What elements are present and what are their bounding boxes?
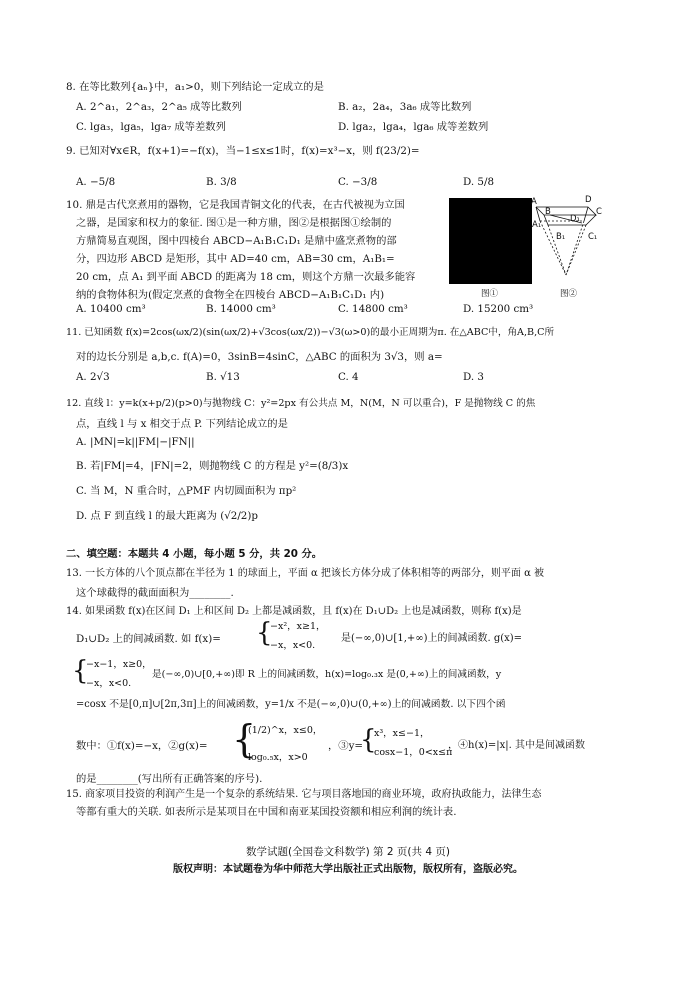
brace-g: { bbox=[72, 656, 89, 686]
q13-line-2: 这个球截得的截面面积为________. bbox=[76, 587, 234, 599]
q12-option-c: C. 当 M，N 重合时，△PMF 内切圆面积为 πp² bbox=[76, 485, 297, 497]
q14-f-piece-2: −x，x<0. bbox=[270, 640, 316, 651]
point-b1-label: B₁ bbox=[556, 232, 566, 242]
q14-g2-piece-1: (1/2)^x，x≤0， bbox=[248, 725, 323, 736]
q10-option-b: B. 14000 cm³ bbox=[206, 303, 276, 315]
q8-option-d: D. lga₂，lga₄，lga₆ 成等差数列 bbox=[338, 121, 489, 133]
brace-y: { bbox=[360, 725, 377, 755]
q14-line-1: 14. 如果函数 f(x)在区间 D₁ 上和区间 D₂ 上都是减函数，且 f(x)在 D₁∪D₂ 上也是减函数，则称 f(x)是 bbox=[66, 606, 522, 617]
point-b-label: B bbox=[545, 207, 551, 217]
q8-stem: 8. 在等比数列{aₙ}中，a₁>0，则下列结论一定成立的是 bbox=[66, 81, 324, 93]
q10-line-6: 纳的食物体积为(假定烹煮的食物全在四棱台 ABCD−A₁B₁C₁D₁ 内) bbox=[76, 289, 385, 301]
q14-line-4: =cosx 不是[0,π]∪[2π,3π]上的间减函数，y=1/x 不是(−∞,0)∪(0,+∞)上的间减函数. 以下四个函 bbox=[76, 699, 506, 710]
copyright-notice: 版权声明：本试题卷为华中师范大学出版社正式出版物，版权所有，盗版必究。 bbox=[173, 864, 523, 875]
q9-stem: 9. 已知对∀x∈R，f(x+1)=−f(x)，当−1≤x≤1时，f(x)=x³−x，则 f(23/2)= bbox=[66, 145, 420, 157]
q9-option-b: B. 3/8 bbox=[206, 176, 237, 188]
q11-option-b: B. √13 bbox=[206, 371, 240, 383]
brace-f: { bbox=[256, 618, 273, 648]
q8-option-c: C. lga₃，lga₅，lga₇ 成等差数列 bbox=[76, 121, 226, 133]
q14-line-6: 的是________(写出所有正确答案的序号). bbox=[76, 773, 263, 785]
q13-line-1: 13. 一长方体的八个顶点都在半径为 1 的球面上，平面 α 把该长方体分成了体积相等的两部分，则平面 α 被 bbox=[66, 568, 545, 579]
point-d-label: D bbox=[585, 195, 592, 205]
q12-option-a: A. |MN|=k||FM|−|FN|| bbox=[76, 436, 195, 448]
q10-option-a: A. 10400 cm³ bbox=[76, 303, 146, 315]
q9-option-d: D. 5/8 bbox=[463, 176, 495, 188]
q11-option-c: C. 4 bbox=[338, 371, 359, 383]
point-a-label: A bbox=[531, 197, 537, 207]
q14-g-piece-1: −x−1，x≥0， bbox=[86, 659, 152, 670]
q10-line-4: 分，四边形 ABCD 是矩形，其中 AD=40 cm，AB=30 cm，A₁B₁= bbox=[76, 253, 395, 265]
q12-line-1: 12. 直线 l：y=k(x+p/2)(p>0)与抛物线 C：y²=2px 有公共点 M，N(M，N 可以重合)，F 是抛物线 C 的焦 bbox=[66, 398, 536, 409]
q12-option-b: B. 若|FM|=4，|FN|=2，则抛物线 C 的方程是 y²=(8/3)x bbox=[76, 460, 349, 472]
section-heading: 二、填空题：本题共 4 小题，每小题 5 分，共 20 分。 bbox=[66, 548, 323, 560]
q14-g2-piece-2: log₀.₅x，x>0 bbox=[248, 752, 308, 763]
q14-line-2-prefix: D₁∪D₂ 上的间减函数. 如 f(x)= bbox=[76, 633, 221, 645]
q10-option-c: C. 14800 cm³ bbox=[338, 303, 408, 315]
q14-f-piece-1: −x²，x≥1， bbox=[270, 621, 326, 632]
q14-line-5-mid: ，③y= bbox=[328, 740, 364, 752]
q10-line-1: 10. 鼎是古代烹煮用的器物，它是我国青铜文化的代表，在古代被视为立国 bbox=[66, 199, 405, 211]
q14-line-5-suffix: ，④h(x)=|x|. 其中是间减函数 bbox=[448, 740, 585, 751]
q8-option-a: A. 2^a₁，2^a₃，2^a₅ 成等比数列 bbox=[76, 101, 242, 113]
q15-line-2: 等都有重大的关联. 如表所示是某项目在中国和南亚某国投资额和相应利润的统计表. bbox=[76, 806, 457, 818]
q15-line-1: 15. 商家项目投资的利润产生是一个复杂的系统结果. 它与项目落地国的商业环境，政府执政能力，法律生态 bbox=[66, 789, 542, 800]
point-c1-label: C₁ bbox=[588, 232, 598, 242]
q12-option-d: D. 点 F 到直线 l 的最大距离为 (√2/2)p bbox=[76, 510, 258, 522]
q11-option-a: A. 2√3 bbox=[76, 371, 110, 383]
q10-line-2: 之器，是国家和权力的象征. 图①是一种方鼎，图②是根据图①绘制的 bbox=[76, 217, 392, 229]
q9-option-a: A. −5/8 bbox=[76, 176, 116, 188]
q10-line-3: 方鼎简易直观图，图中四棱台 ABCD−A₁B₁C₁D₁ 是鼎中盛烹煮物的部 bbox=[76, 235, 397, 247]
point-c-label: C bbox=[596, 207, 602, 217]
q14-g-piece-2: −x，x<0. bbox=[86, 678, 132, 689]
q11-option-d: D. 3 bbox=[463, 371, 484, 383]
q12-line-2: 点，直线 l 与 x 相交于点 P. 下列结论成立的是 bbox=[76, 418, 288, 430]
q8-option-b: B. a₂，2a₄，3a₆ 成等比数列 bbox=[338, 101, 472, 113]
q14-y-piece-1: x³，x≤−1， bbox=[374, 728, 430, 739]
page-footer: 数学试题(全国卷文科数学) 第 2 页(共 4 页) bbox=[246, 846, 450, 858]
q11-line-2: 对的边长分别是 a,b,c. f(A)=0，3sinB=4sinC，△ABC 的面积为 3√3，则 a= bbox=[76, 351, 443, 363]
q10-line-5: 20 cm，点 A₁ 到平面 ABCD 的距离为 18 cm，则这个方鼎一次最多能容 bbox=[76, 271, 416, 283]
q11-line-1: 11. 已知函数 f(x)=2cos(ωx/2)(sin(ωx/2)+√3cos(ωx/2))−√3(ω>0)的最小正周期为π. 在△ABC中，角A,B,C所 bbox=[66, 327, 555, 338]
q14-y-piece-2: cosx−1，0<x≤π bbox=[374, 747, 453, 758]
q10-option-d: D. 15200 cm³ bbox=[463, 303, 534, 315]
q14-line-3-suffix: 是(−∞,0)∪[0,+∞)即 R 上的间减函数，h(x)=log₀.₃x 是(0,+∞)上的间减函数，y bbox=[152, 669, 502, 680]
brace-g2: { bbox=[232, 717, 257, 761]
ding-photo bbox=[449, 198, 532, 284]
point-d1-label: D₁ bbox=[570, 214, 580, 224]
point-a1-label: A₁ bbox=[532, 220, 542, 230]
q14-line-2-suffix: 是(−∞,0)∪[1,+∞)上的间减函数. g(x)= bbox=[341, 633, 523, 644]
figure-1-caption: 图① bbox=[481, 289, 499, 299]
q9-option-c: C. −3/8 bbox=[338, 176, 378, 188]
figure-2-caption: 图② bbox=[560, 289, 578, 299]
q14-line-5-prefix: 数中：①f(x)=−x，②g(x)= bbox=[76, 740, 208, 752]
